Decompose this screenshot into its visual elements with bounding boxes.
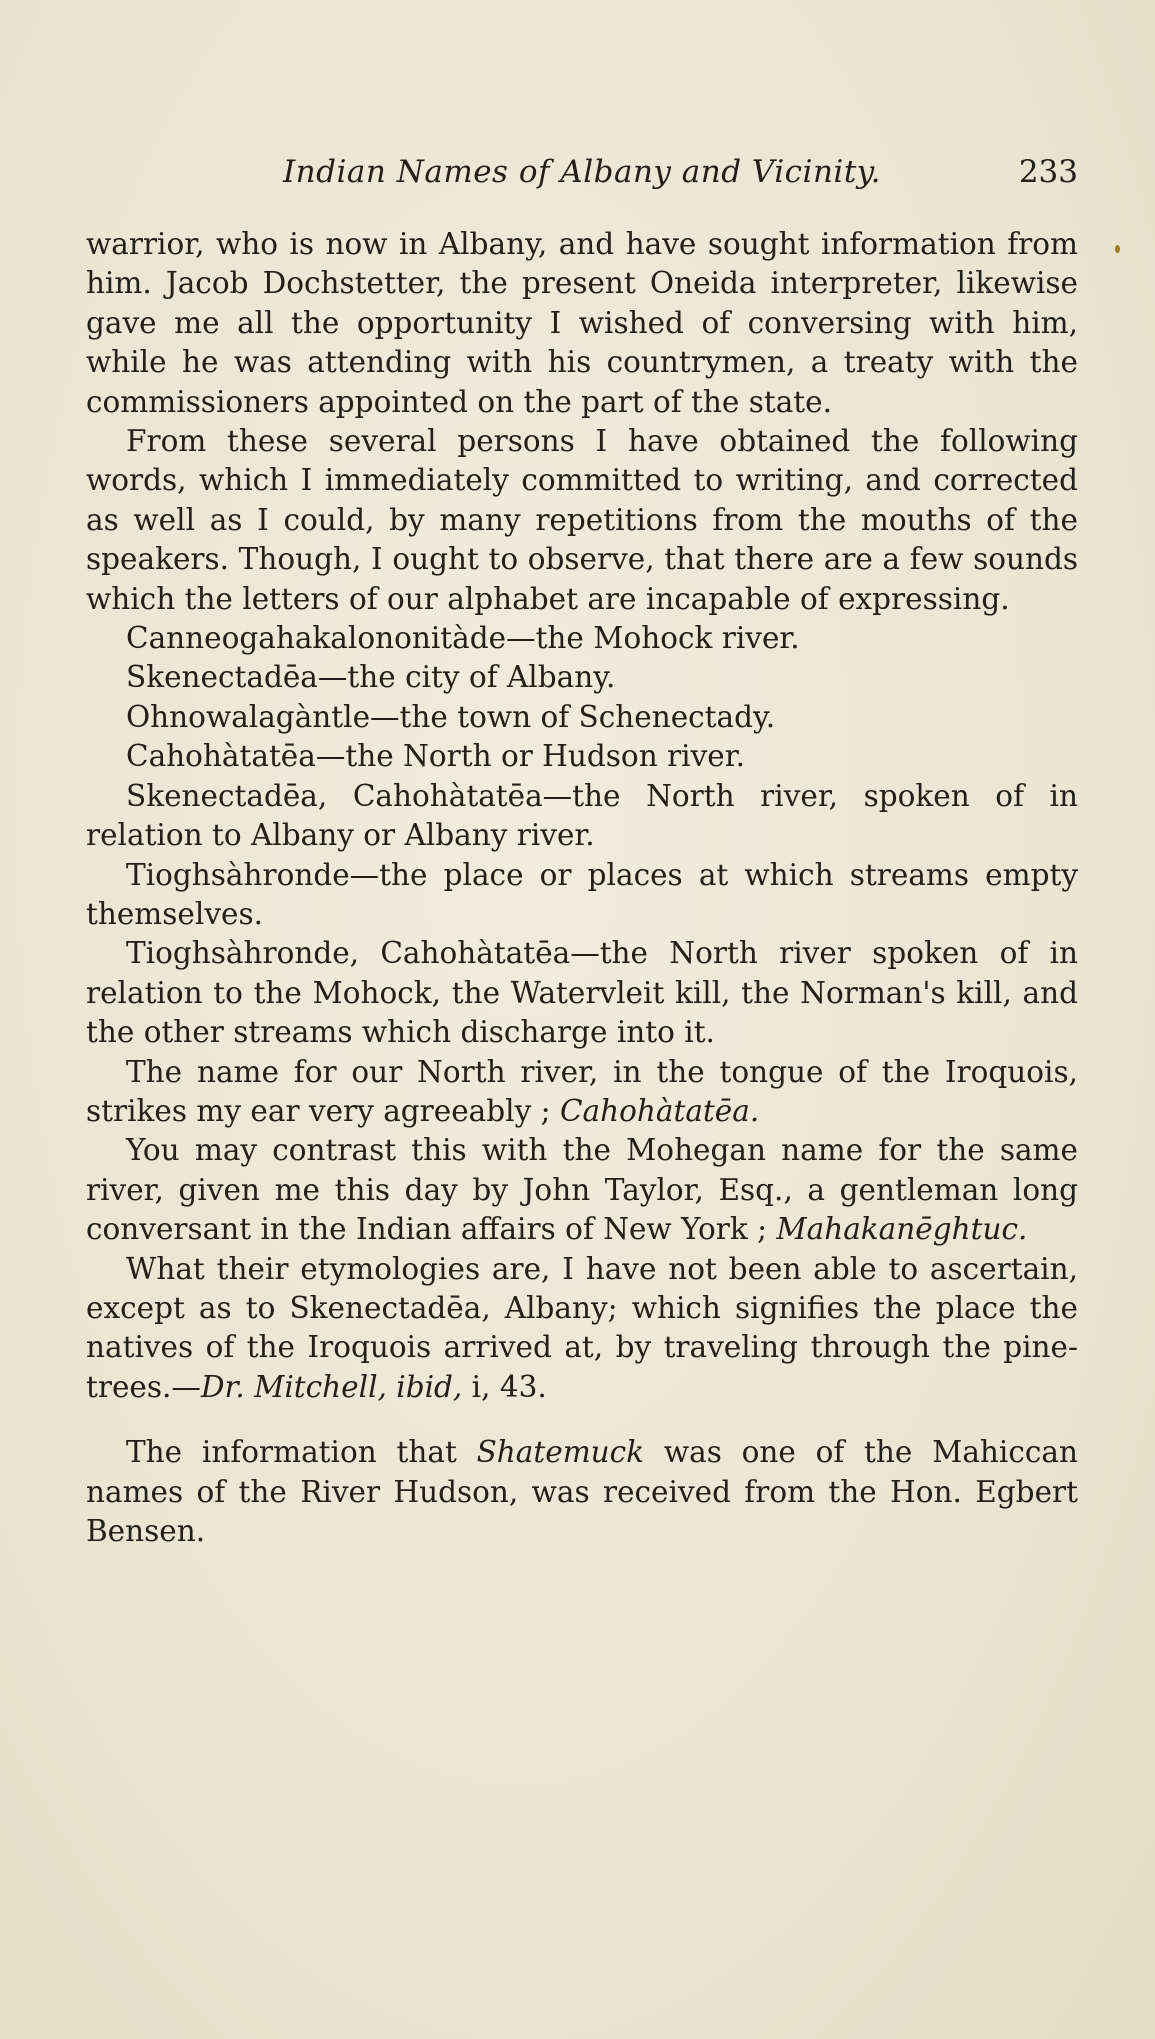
running-title: Indian Names of Albany and Vicinity. — [282, 154, 882, 190]
paragraph: warrior, who is now in Albany, and have sought information from him. Jacob Dochstetter, the present Oneida interpreter, likewise gave me all the opportunity I wished of conversing with him, while he was attending with his countrymen, a treaty with the commissioners appointed on the part of the state. — [86, 227, 1078, 419]
vocabulary-entry: Skenectadēa—the city of Albany. — [126, 660, 616, 695]
vocabulary-entry: Skenectadēa, Cahohàtatēa—the North river, spoken of in relation to Albany or Albany river. — [86, 778, 1078, 853]
citation: Dr. Mitchell, ibid, — [200, 1369, 463, 1404]
paragraph-text: The information that — [126, 1435, 457, 1470]
paragraph — [86, 1131, 1078, 1249]
page-header — [86, 150, 1078, 194]
vocabulary-entry: Canneogahakalononitàde—the Mohock river. — [126, 621, 800, 656]
vocabulary-entry: Tioghsàhronde, Cahohàtatēa—the North river spoken of in relation to the Mohock, the Watervleit kill, the Norman's kill, and the other streams which discharge into it. — [86, 936, 1078, 1050]
body-text — [86, 225, 1078, 1551]
italic-term: Shatemuck — [476, 1435, 645, 1470]
page-number: 233 — [1018, 154, 1078, 190]
italic-term: Cahohàtatēa. — [559, 1093, 760, 1128]
paragraph — [86, 1053, 1078, 1132]
note-paragraph — [86, 1433, 1078, 1551]
paragraph-text: You may contrast this with the Mohegan name for the same river, given me this day by John Taylor, Esq., a gentleman long conversant in the Indian affairs of New York ; — [86, 1133, 1078, 1247]
vocabulary-entry: Tioghsàhronde—the place or places at which streams empty themselves. — [86, 857, 1078, 931]
paragraph-text: The name for our North river, in the tongue of the Iroquois, strikes my ear very agreeably ; — [86, 1054, 1078, 1128]
paragraph: From these several persons I have obtained the following words, which I immediately committed to writing, and corrected as well as I could, by many repetitions from the mouths of the speakers. Though, I ought to observe, that there are a few sounds which the letters of our alphabet are incapable of expressing. — [86, 424, 1078, 616]
citation-reference: i, 43. — [471, 1369, 547, 1404]
vocabulary-entry: Ohnowalagàntle—the town of Schenectady. — [126, 699, 776, 734]
paragraph-text: was one of the Mahiccan names of the River Hudson, was received from the Hon. Egbert Bensen. — [86, 1435, 1078, 1548]
paragraph — [86, 1250, 1078, 1408]
italic-term: Mahakanēghtuc. — [776, 1212, 1028, 1247]
paper-blemish — [1115, 245, 1120, 253]
vocabulary-entry: Cahohàtatēa—the North or Hudson river. — [126, 739, 745, 774]
paragraph-text: What their etymologies are, I have not been able to ascertain, except as to Skenectadēa, Albany; which signifies the place the natives of the Iroquois arrived at, by traveling through the pine-trees.— — [86, 1251, 1078, 1404]
